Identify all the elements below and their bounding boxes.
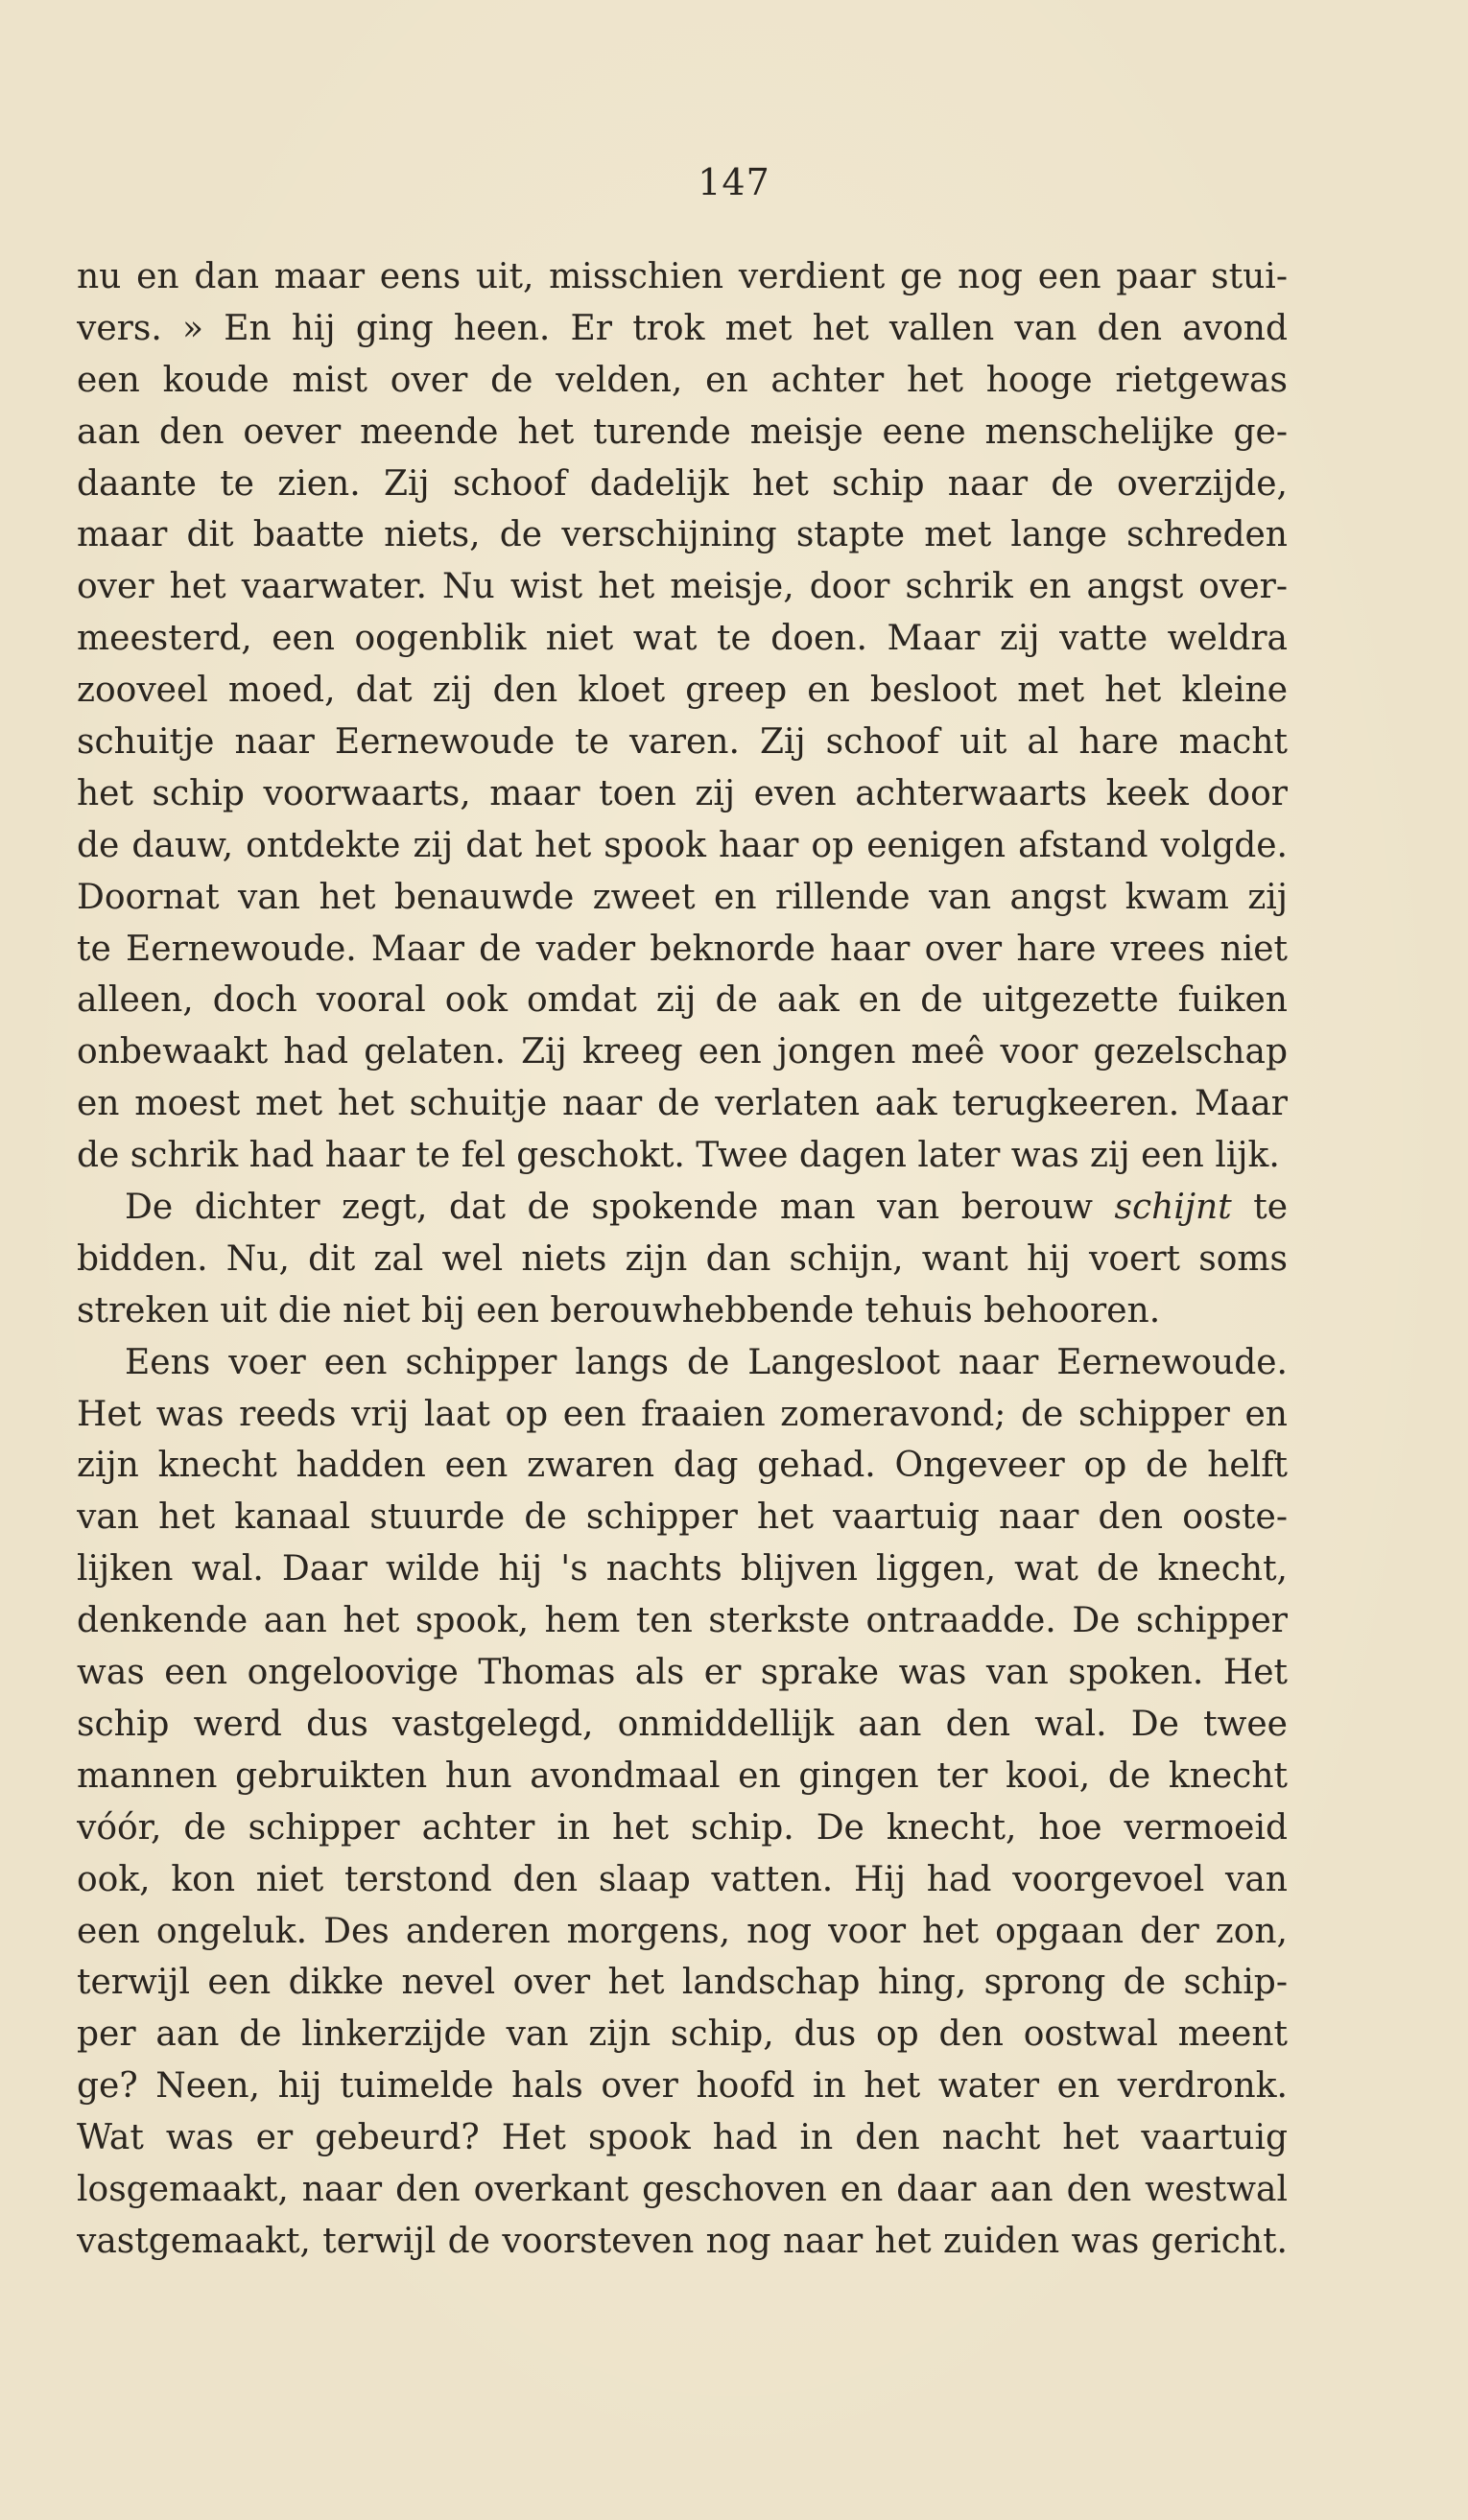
text-line: schip werd dus vastgelegd, onmiddellijk aan den wal. De twee	[77, 1704, 1288, 1744]
text-line: meesterd, een oogenblik niet wat te doen. Maar zij vatte weldra	[77, 619, 1288, 659]
text-line: bidden. Nu, dit zal wel niets zijn dan schijn, want hij voert soms	[77, 1238, 1288, 1279]
text-line: schuitje naar Eernewoude te varen. Zij schoof uit al hare macht	[77, 722, 1288, 763]
text-line: vóór, de schipper achter in het schip. De knecht, hoe vermoeid	[77, 1807, 1288, 1848]
text-line: mannen gebruikten hun avondmaal en gingen ter kooi, de knecht	[77, 1755, 1288, 1796]
text-line: lijken wal. Daar wilde hij 's nachts blijven liggen, wat de knecht,	[77, 1549, 1288, 1590]
text-line: ook, kon niet terstond den slaap vatten. Hij had voorgevoel van	[77, 1859, 1288, 1899]
text-line: onbewaakt had gelaten. Zij kreeg een jongen meê voor gezelschap	[77, 1032, 1288, 1072]
text-line: maar dit baatte niets, de verschijning stapte met lange schreden	[77, 515, 1288, 555]
text-segment: De dichter zegt, dat de spokende man van berouw	[125, 1188, 1115, 1228]
text-line: zooveel moed, dat zij den kloet greep en besloot met het kleine	[77, 671, 1288, 711]
text-line: was een ongeloovige Thomas als er sprake was van spoken. Het	[77, 1653, 1288, 1693]
text-line: over het vaarwater. Nu wist het meisje, door schrik en angst over-	[77, 567, 1288, 607]
text-line: nu en dan maar eens uit, misschien verdient ge nog een paar stui-	[77, 257, 1288, 296]
text-line: per aan de linkerzijde van zijn schip, dus op den oostwal meent	[77, 2014, 1288, 2055]
text-line: aan den oever meende het turende meisje eene menschelijke ge-	[77, 412, 1288, 452]
text-line: terwijl een dikke nevel over het landschap hing, sprong de schip-	[77, 1963, 1288, 2003]
text-line: alleen, doch vooral ook omdat zij de aak en de uitgezette fuiken	[77, 980, 1288, 1021]
page-number: 147	[698, 161, 770, 203]
text-line	[77, 1182, 1288, 1234]
text-line: de schrik had haar te fel geschokt. Twee dagen later was zij een lijk.	[77, 1136, 1280, 1176]
text-line: te Eernewoude. Maar de vader beknorde haar over hare vrees niet	[77, 929, 1288, 969]
text-line: en moest met het schuitje naar de verlaten aak terugkeeren. Maar	[77, 1084, 1288, 1124]
text-line: Wat was er gebeurd? Het spook had in den nacht het vaartuig	[77, 2118, 1288, 2158]
text-line: Het was reeds vrij laat op een fraaien zomeravond; de schipper en	[77, 1394, 1288, 1434]
text-line: het schip voorwaarts, maar toen zij even achterwaarts keek door	[77, 773, 1288, 813]
text-line: ge? Neen, hij tuimelde hals over hoofd in het water en verdronk.	[77, 2066, 1288, 2107]
text-line: losgemaakt, naar den overkant geschoven en daar aan den westwal	[77, 2169, 1288, 2209]
text-line: van het kanaal stuurde de schipper het vaartuig naar den ooste-	[77, 1497, 1288, 1538]
italic-word: schijnt	[1114, 1188, 1232, 1228]
text-line: de dauw, ontdekte zij dat het spook haar op eenigen afstand volgde.	[77, 825, 1288, 865]
text-line: vers. » En hij ging heen. Er trok met het vallen van den avond	[77, 308, 1288, 348]
text-line: denkende aan het spook, hem ten sterkste ontraadde. De schipper	[77, 1601, 1288, 1641]
body-text	[77, 251, 1288, 2268]
text-line: vastgemaakt, terwijl de voorsteven nog naar het zuiden was gericht.	[77, 2221, 1288, 2261]
text-line: streken uit die niet bij een berouwhebbende tehuis behooren.	[77, 1290, 1161, 1331]
text-line: een ongeluk. Des anderen morgens, nog voor het opgaan der zon,	[77, 1911, 1288, 1951]
text-line: daante te zien. Zij schoof dadelijk het schip naar de overzijde,	[77, 463, 1288, 504]
text-line: Doornat van het benauwde zweet en rillende van angst kwam zij	[77, 877, 1288, 917]
text-line: Eens voer een schipper langs de Langesloot naar Eernewoude.	[125, 1342, 1288, 1382]
text-segment: te	[1231, 1188, 1288, 1228]
text-line: een koude mist over de velden, en achter het hooge rietgewas	[77, 360, 1288, 400]
text-line: zijn knecht hadden een zwaren dag gehad. Ongeveer op de helft	[77, 1446, 1288, 1486]
